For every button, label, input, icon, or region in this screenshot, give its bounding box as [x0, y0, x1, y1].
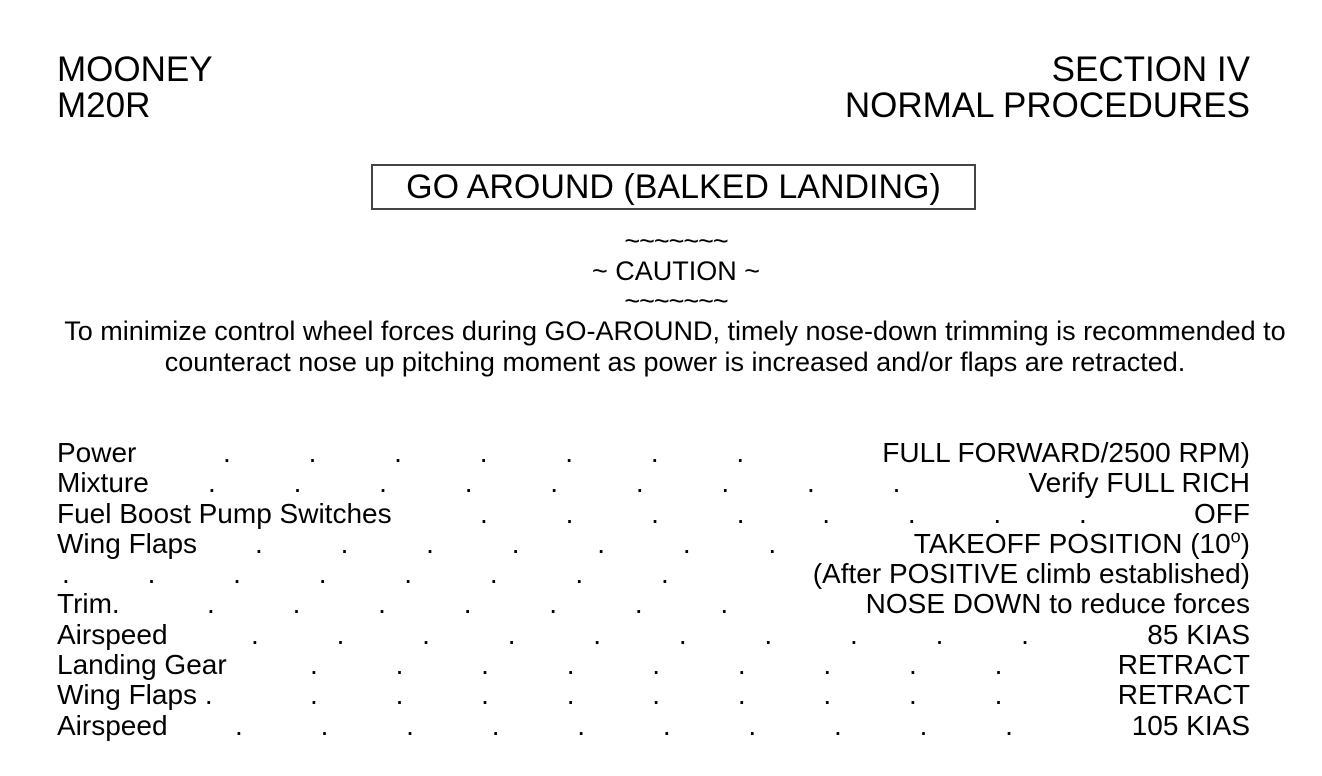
- checklist-action: (After POSITIVE climb established): [812, 558, 1250, 590]
- leader-dots: . . . . . . . . .: [208, 467, 901, 499]
- checklist-action: [914, 528, 1250, 560]
- leader-dots: . . . . . . .: [207, 588, 729, 620]
- aircraft-make: MOONEY: [57, 50, 213, 89]
- degree-symbol: o: [1230, 526, 1241, 547]
- checklist-row: [57, 588, 1250, 618]
- checklist-action: FULL FORWARD/2500 RPM): [882, 437, 1250, 468]
- checklist-row: [57, 467, 1250, 497]
- leader-dots: . . . . . . .: [223, 437, 745, 468]
- checklist-row: [57, 498, 1250, 528]
- aircraft-model: M20R: [57, 86, 151, 125]
- caution-header: [0, 228, 1322, 314]
- checklist-item: Wing Flaps: [57, 527, 198, 559]
- checklist-action: RETRACT: [1117, 649, 1250, 681]
- checklist-action: RETRACT: [1117, 679, 1250, 711]
- checklist-action: Verify FULL RICH: [1028, 467, 1250, 499]
- leader-dots: . . . . . . . .: [62, 558, 669, 590]
- leader-dots: . . . . . . . . . .: [251, 618, 1029, 650]
- checklist-action: NOSE DOWN to reduce forces: [865, 588, 1250, 620]
- checklist-row: [57, 528, 1250, 558]
- checklist-row: [57, 679, 1250, 709]
- checklist-row: [57, 649, 1250, 679]
- section-number: SECTION IV: [1051, 50, 1250, 89]
- checklist-item: Trim.: [57, 588, 120, 620]
- leader-dots: . . . . . . . . .: [310, 679, 1003, 711]
- leader-dots: . . . . . . . . .: [310, 649, 1003, 681]
- checklist-row: [57, 437, 1250, 467]
- caution-label: ~ CAUTION ~: [591, 256, 761, 286]
- checklist-item: Airspeed: [57, 709, 168, 741]
- caution-tildes-bottom: ~~~~~~~: [624, 286, 728, 316]
- checklist-row: [57, 558, 1250, 588]
- checklist-row: [57, 619, 1250, 649]
- header-right: [845, 52, 1250, 124]
- checklist-action: 85 KIAS: [1147, 618, 1250, 650]
- procedure-title: GO AROUND (BALKED LANDING): [371, 164, 976, 210]
- checklist: [57, 437, 1250, 740]
- checklist-action-suffix: ): [1240, 527, 1250, 559]
- checklist-action-text: TAKEOFF POSITION (10: [913, 527, 1231, 559]
- checklist-item: Fuel Boost Pump Switches: [57, 497, 392, 529]
- checklist-item: Wing Flaps .: [57, 679, 213, 711]
- leader-dots: . . . . . . . . . .: [235, 709, 1013, 741]
- section-title: NORMAL PROCEDURES: [844, 86, 1250, 125]
- checklist-row: [57, 710, 1250, 740]
- header-left: [57, 52, 213, 124]
- leader-dots: . . . . . . .: [255, 527, 777, 559]
- checklist-action: 105 KIAS: [1131, 709, 1250, 741]
- checklist-item: Power: [57, 437, 137, 468]
- leader-dots: . . . . . . . .: [480, 497, 1087, 529]
- checklist-action: OFF: [1194, 497, 1250, 529]
- checklist-item: Airspeed: [57, 618, 168, 650]
- caution-text: To minimize control wheel forces during GO-AROUND, timely nose-down trimming is recommended to counteract nose up pitching moment as power is increased and/or flaps are retracted.: [64, 316, 1286, 377]
- caution-tildes-top: ~~~~~~~: [624, 226, 728, 256]
- checklist-item: Landing Gear: [57, 649, 227, 681]
- checklist-item: Mixture: [57, 467, 149, 499]
